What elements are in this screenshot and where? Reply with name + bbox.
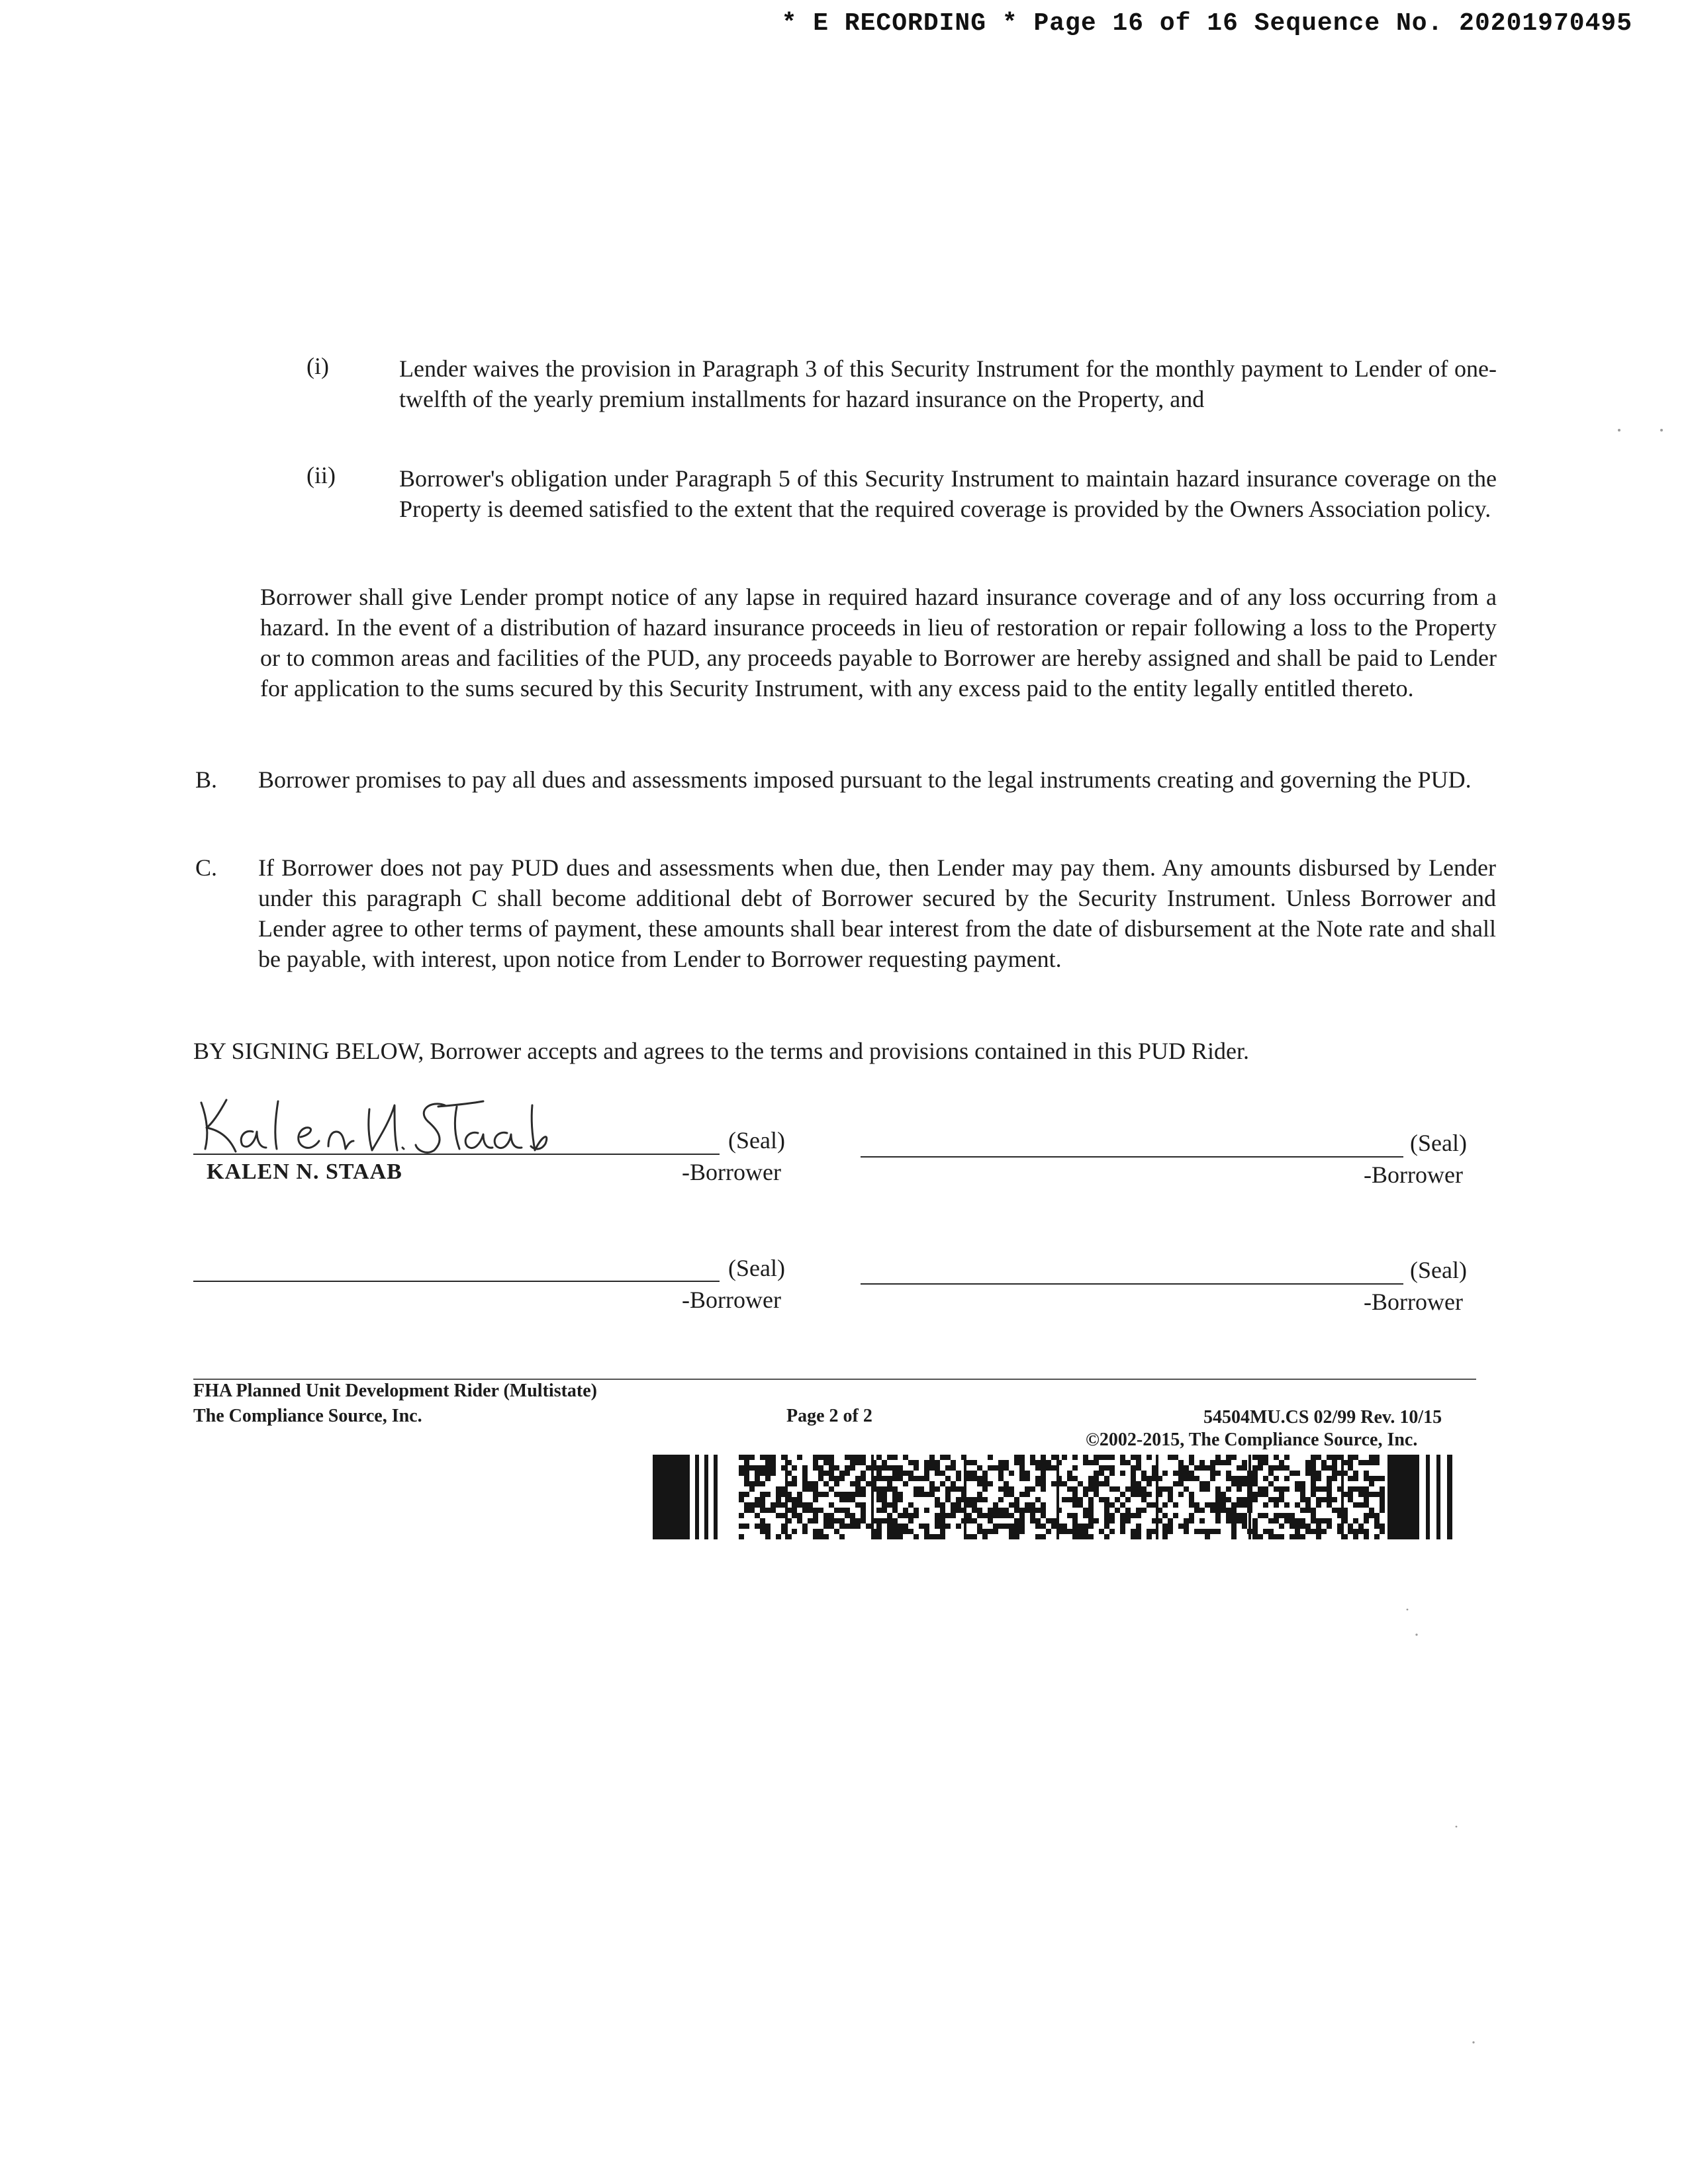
borrower1-role-label: -Borrower — [682, 1159, 781, 1185]
clause-ii-marker: (ii) — [306, 462, 336, 488]
clause-c-text: If Borrower does not pay PUD dues and assessments when due, then Lender may pay them. Any amounts disbursed by Lender under this paragraph C shall become additional debt of Borrower secured by the Security Instrument. Unless Borrower and Lender agree to other terms of payment, these amounts shall bear interest from the date of disbursement at the Note rate and shall be payable, with interest, upon notice from Lender to Borrower requesting payment. — [258, 854, 1496, 972]
borrower2-signature-line — [861, 1156, 1403, 1158]
borrower1-signature-line — [193, 1154, 720, 1155]
borrower3-role-label: -Borrower — [682, 1287, 781, 1313]
footer-company: The Compliance Source, Inc. — [193, 1406, 422, 1426]
signing-statement: BY SIGNING BELOW, Borrower accepts and agrees to the terms and provisions contained in this PUD Rider. — [193, 1038, 1250, 1064]
clause-b-text: Borrower promises to pay all dues and assessments imposed pursuant to the legal instruments creating and governing the PUD. — [258, 766, 1472, 793]
borrower1-name: KALEN N. STAAB — [207, 1160, 402, 1184]
borrower4-seal-label: (Seal) — [1410, 1257, 1467, 1283]
footer-form-title: FHA Planned Unit Development Rider (Multistate) — [193, 1381, 597, 1401]
clause-i-text: Lender waives the provision in Paragraph 3 of this Security Instrument for the monthly payment to Lender of one-twelfth of the yearly premium installments for hazard insurance on the Property, and — [399, 355, 1497, 412]
borrower2-role-label: -Borrower — [1364, 1161, 1463, 1188]
clause-i-marker: (i) — [306, 353, 329, 379]
borrower2-seal-label: (Seal) — [1410, 1130, 1467, 1156]
clause-ii-text: Borrower's obligation under Paragraph 5 of this Security Instrument to maintain hazard insurance coverage on the Property is deemed satisfied to the extent that the required coverage is provided by the Owners Association policy. — [399, 465, 1497, 522]
document-barcode — [653, 1455, 1474, 1539]
borrower1-seal-label: (Seal) — [728, 1127, 785, 1154]
footer-rule — [193, 1379, 1476, 1380]
borrower3-seal-label: (Seal) — [728, 1255, 785, 1281]
hazard-notice-paragraph: Borrower shall give Lender prompt notice of any lapse in required hazard insurance coverage and of any loss occurring from a hazard. In the event of a distribution of hazard insurance proceeds in lieu of restoration or repair following a loss to the Property or to common areas and facilities of the PUD, any proceeds payable to Borrower are hereby assigned and shall be paid to Lender for application to the sums secured by this Security Instrument, with any excess paid to the entity legally entitled thereto. — [260, 584, 1497, 702]
clause-b-marker: B. — [195, 766, 218, 793]
footer-form-number: 54504MU.CS 02/99 Rev. 10/15 — [1203, 1407, 1442, 1428]
recording-header: * E RECORDING * Page 16 of 16 Sequence No. 20201970495 — [781, 9, 1632, 38]
footer-page-number: Page 2 of 2 — [786, 1406, 872, 1426]
borrower-signature — [192, 1091, 549, 1157]
borrower4-signature-line — [861, 1283, 1403, 1285]
borrower4-role-label: -Borrower — [1364, 1289, 1463, 1315]
clause-c-marker: C. — [195, 854, 218, 881]
borrower3-signature-line — [193, 1281, 720, 1282]
footer-copyright: ©2002-2015, The Compliance Source, Inc. — [1086, 1430, 1418, 1450]
